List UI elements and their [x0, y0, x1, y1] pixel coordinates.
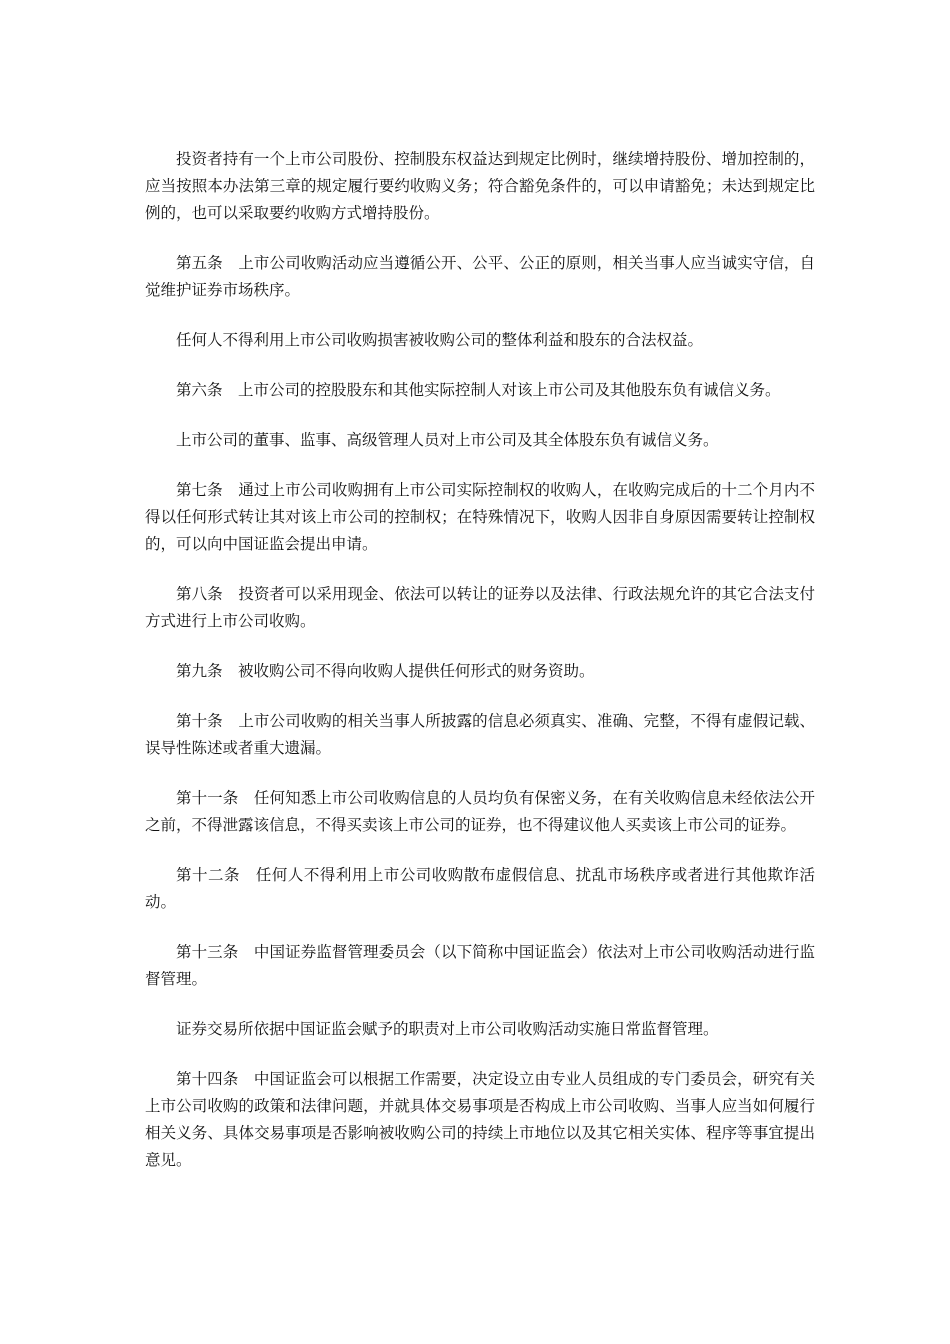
article-14-paragraph: 第十四条 中国证监会可以根据工作需要，决定设立由专业人员组成的专门委员会，研究有关上市公司收购的政策和法律问题，并就具体交易事项是否构成上市公司收购、当事人应当如何履行相关义务、具体交易事项是否影响被收购公司的持续上市地位以及其它相关实体、程序等事宜提出意见。: [145, 1070, 815, 1169]
article-13-paragraph-2: 证券交易所依据中国证监会赋予的职责对上市公司收购活动实施日常监督管理。: [176, 1020, 719, 1038]
article-7-paragraph: 第七条 通过上市公司收购拥有上市公司实际控制权的收购人，在收购完成后的十二个月内不得以任何形式转让其对该上市公司的控制权；在特殊情况下，收购人因非自身原因需要转让控制权的，可以向中国证监会提出申请。: [145, 481, 815, 553]
article-12-paragraph: 第十二条 任何人不得利用上市公司收购散布虚假信息、扰乱市场秩序或者进行其他欺诈活动。: [145, 866, 815, 911]
article-8-paragraph: 第八条 投资者可以采用现金、依法可以转让的证券以及法律、行政法规允许的其它合法支付方式进行上市公司收购。: [145, 585, 815, 630]
article-5-paragraph: 第五条 上市公司收购活动应当遵循公开、公平、公正的原则，相关当事人应当诚实守信，自觉维护证券市场秩序。: [145, 254, 815, 299]
article-5-paragraph-2: 任何人不得利用上市公司收购损害被收购公司的整体利益和股东的合法权益。: [176, 331, 704, 349]
article-13-paragraph: 第十三条 中国证券监督管理委员会（以下简称中国证监会）依法对上市公司收购活动进行监督管理。: [145, 943, 815, 988]
paragraph-1: 投资者持有一个上市公司股份、控制股东权益达到规定比例时，继续增持股份、增加控制的，应当按照本办法第三章的规定履行要约收购义务；符合豁免条件的，可以申请豁免；未达到规定比例的，也可以采取要约收购方式增持股份。: [145, 150, 815, 222]
article-10-paragraph: 第十条 上市公司收购的相关当事人所披露的信息必须真实、准确、完整，不得有虚假记载、误导性陈述或者重大遗漏。: [145, 712, 815, 757]
document-body: [145, 146, 815, 1197]
article-6-paragraph: 第六条 上市公司的控股股东和其他实际控制人对该上市公司及其他股东负有诚信义务。: [176, 381, 781, 399]
article-6-paragraph-2: 上市公司的董事、监事、高级管理人员对上市公司及其全体股东负有诚信义务。: [176, 431, 719, 449]
article-11-paragraph: 第十一条 任何知悉上市公司收购信息的人员均负有保密义务，在有关收购信息未经依法公开之前，不得泄露该信息，不得买卖该上市公司的证券，也不得建议他人买卖该上市公司的证券。: [145, 789, 815, 834]
article-9-paragraph: 第九条 被收购公司不得向收购人提供任何形式的财务资助。: [176, 662, 595, 680]
